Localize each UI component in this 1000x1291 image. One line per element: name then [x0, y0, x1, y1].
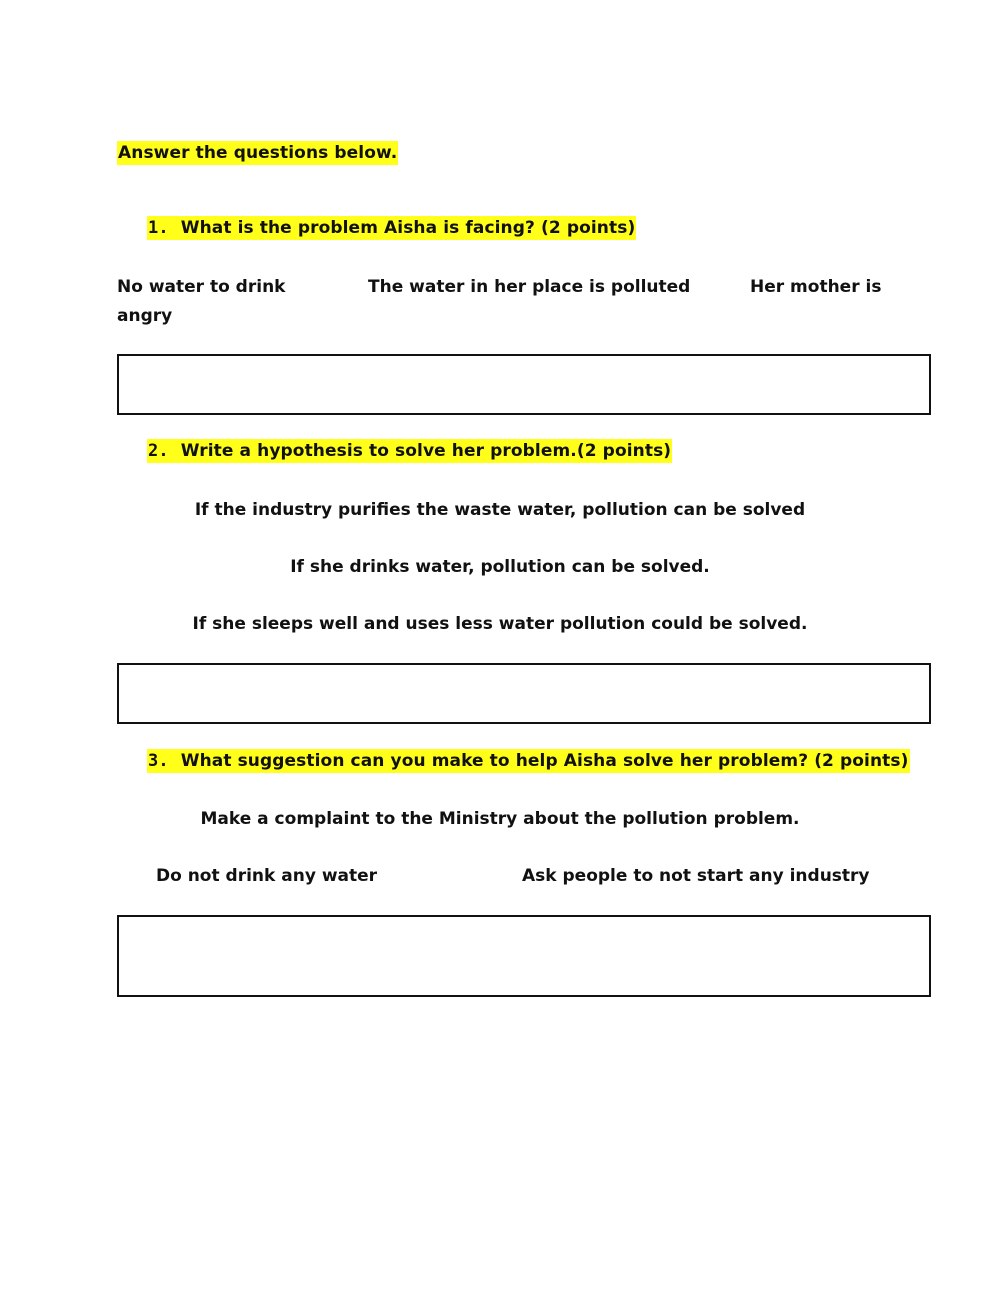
q3-option-1[interactable]: Make a complaint to the Ministry about the pollution problem. [200, 809, 800, 829]
question-3-number: 3. [148, 751, 169, 771]
answer-drop-zone-3[interactable] [117, 915, 931, 997]
answer-drop-zone-1[interactable] [117, 354, 931, 415]
question-2-text: Write a hypothesis to solve her problem.(2 points) [180, 441, 672, 461]
q3-option-2[interactable]: Do not drink any water [156, 866, 378, 886]
q2-option-3[interactable]: If she sleeps well and uses less water pollution could be solved. [192, 614, 808, 634]
q1-option-1[interactable]: No water to drink [117, 277, 286, 297]
question-3-text: What suggestion can you make to help Aisha solve her problem? (2 points) [180, 751, 909, 771]
q1-option-3-line-1[interactable]: Her mother is [750, 277, 882, 297]
question-1 [147, 217, 636, 239]
q2-option-2[interactable]: If she drinks water, pollution can be solved. [290, 557, 710, 577]
question-1-number: 1. [148, 218, 169, 238]
q1-option-2[interactable]: The water in her place is polluted [368, 277, 691, 297]
q3-option-3[interactable]: Ask people to not start any industry [522, 866, 870, 886]
answer-drop-zone-2[interactable] [117, 663, 931, 724]
question-1-text: What is the problem Aisha is facing? (2 points) [180, 218, 636, 238]
question-2 [147, 440, 672, 462]
instructions-heading [117, 142, 398, 164]
question-3 [147, 750, 910, 772]
instructions-text: Answer the questions below. [118, 143, 398, 163]
q2-option-1[interactable]: If the industry purifies the waste water, pollution can be solved [194, 500, 806, 520]
q1-option-3-line-2[interactable]: angry [117, 306, 173, 326]
question-2-number: 2. [148, 441, 169, 461]
